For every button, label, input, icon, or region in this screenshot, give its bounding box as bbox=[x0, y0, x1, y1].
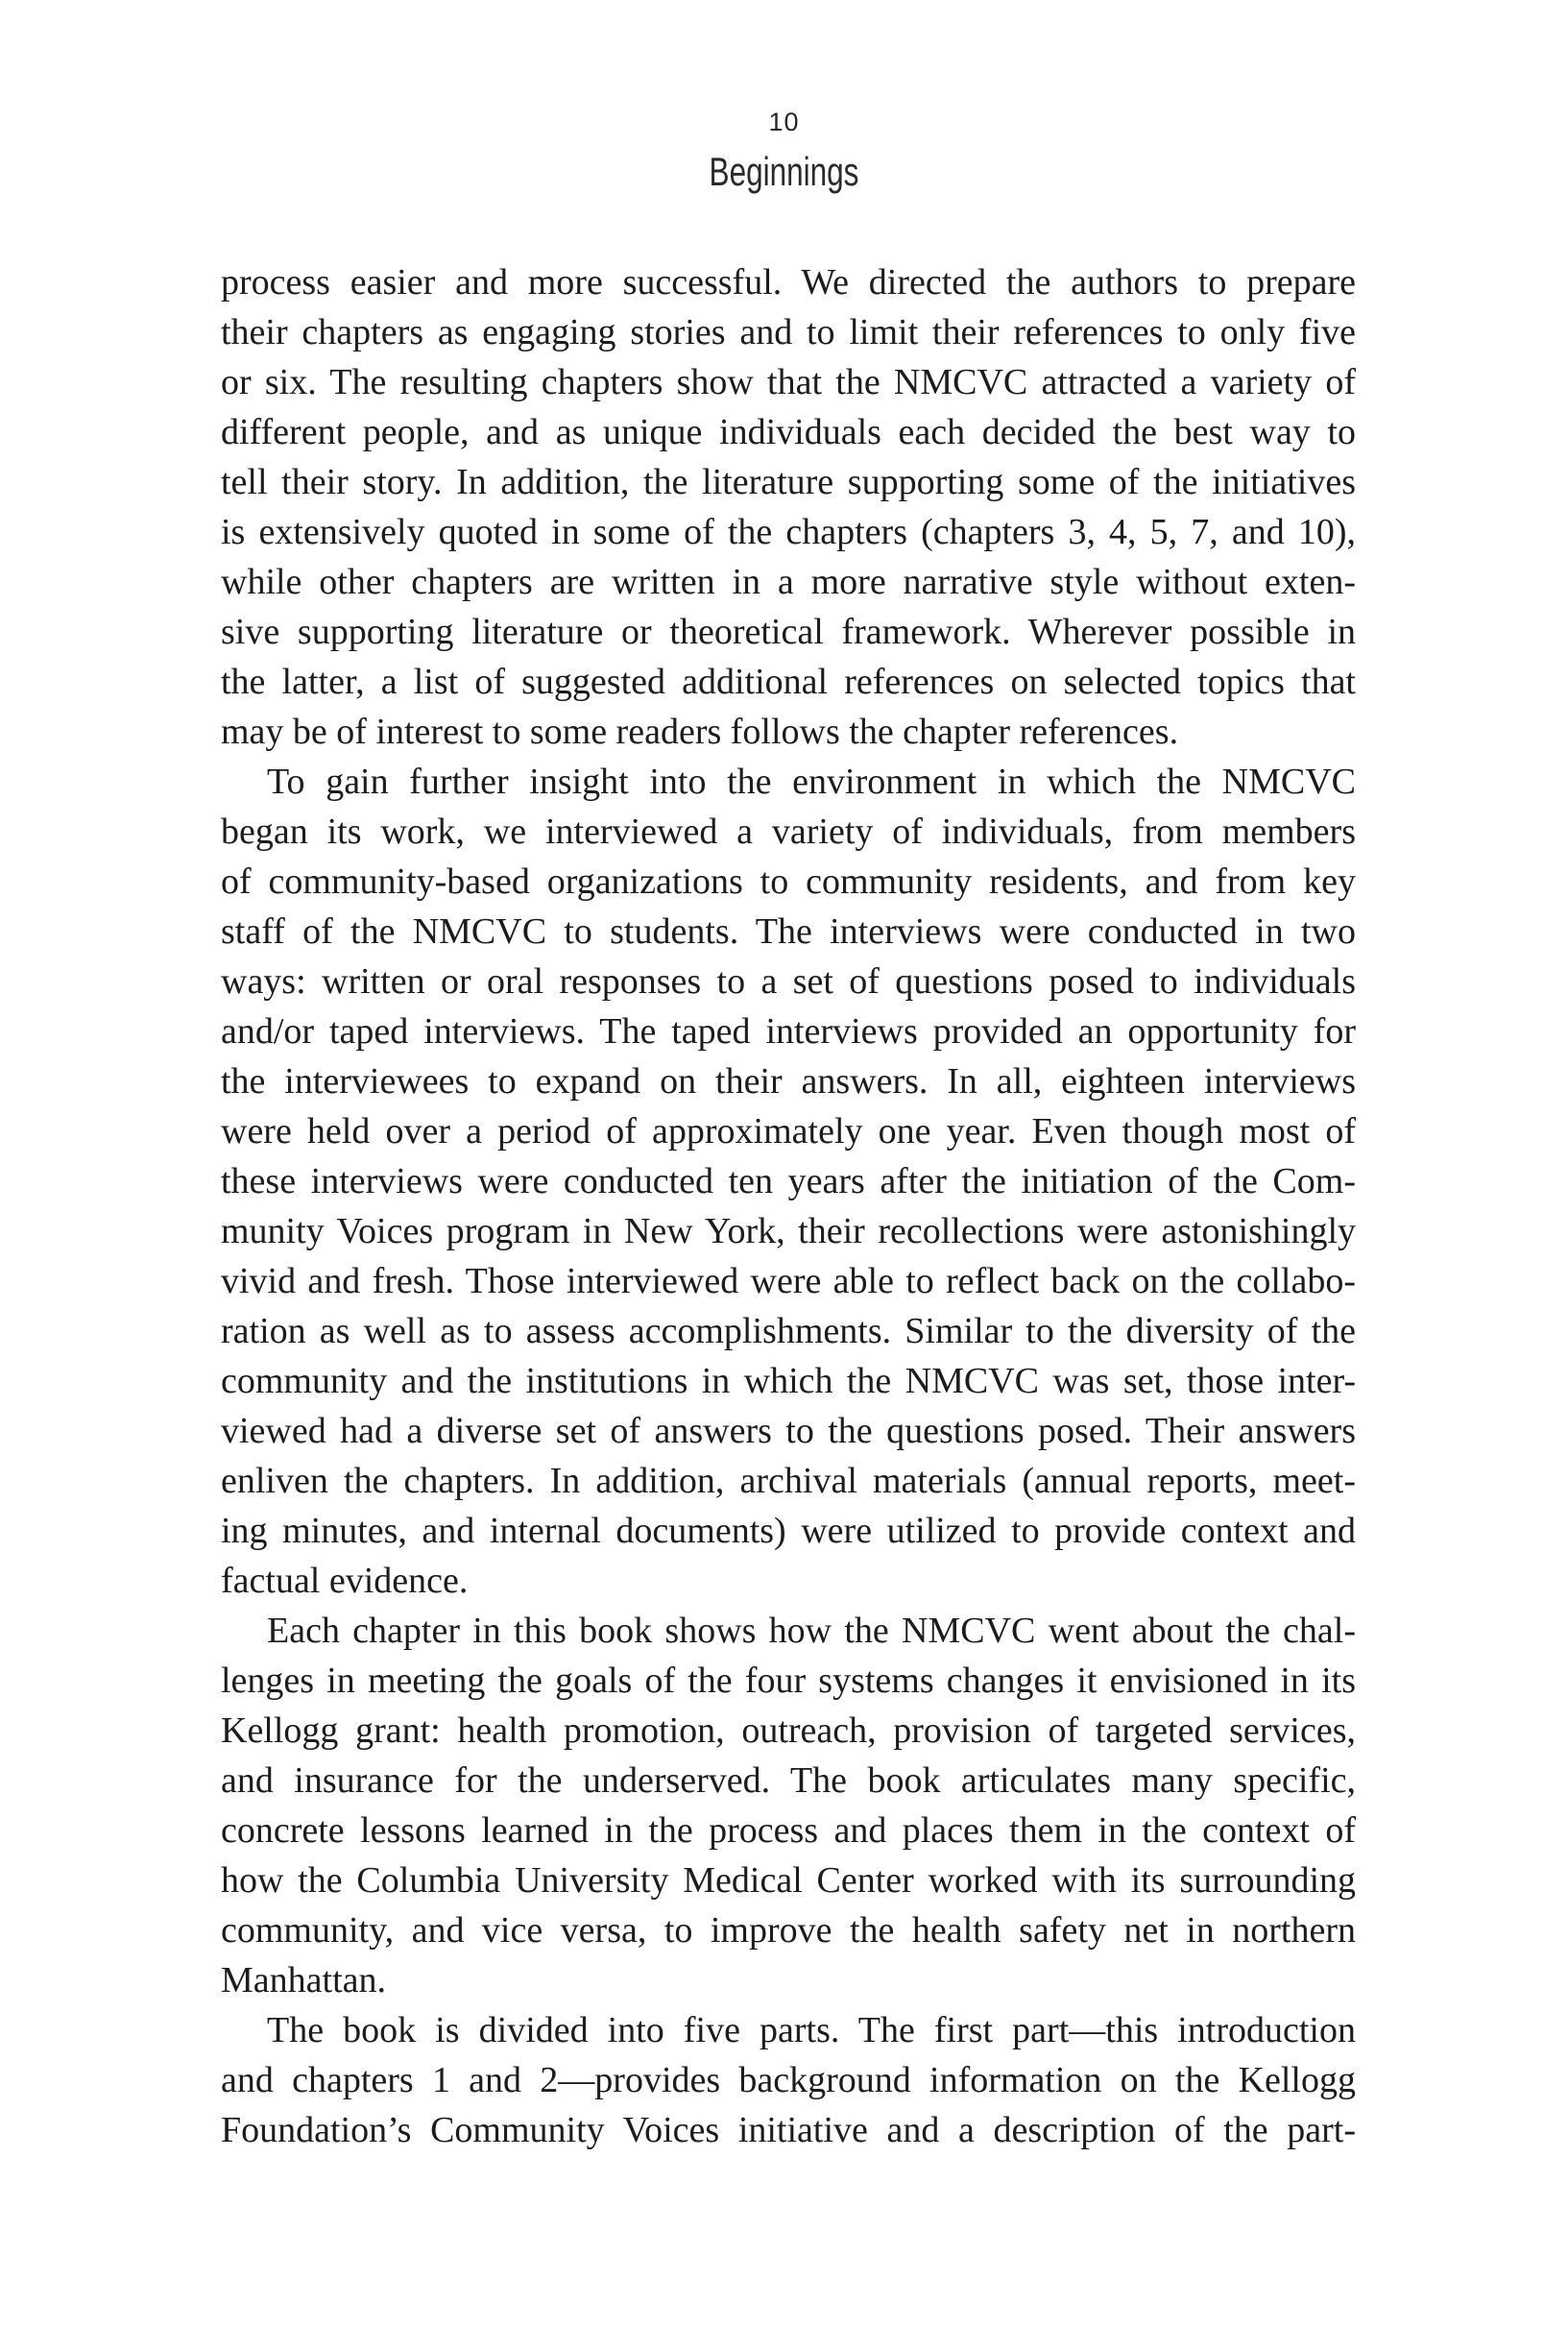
text-block bbox=[221, 257, 1356, 2155]
text-line: munity Voices program in New York, their recollections were astonishingly bbox=[221, 1211, 1356, 1251]
text-line: Each chapter in this book shows how the NMCVC went about the chal- bbox=[267, 1611, 1356, 1651]
text-line: their chapters as engaging stories and to limit their references to only five bbox=[221, 312, 1356, 352]
text-line: the interviewees to expand on their answers. In all, eighteen interviews bbox=[221, 1061, 1356, 1102]
text-line: process easier and more successful. We directed the authors to prepare bbox=[221, 262, 1356, 303]
text-line: may be of interest to some readers follows the chapter references. bbox=[221, 712, 1179, 752]
text-line: concrete lessons learned in the process and places them in the context of bbox=[221, 1810, 1356, 1851]
text-line: enliven the chapters. In addition, archival materials (annual reports, meet- bbox=[221, 1461, 1356, 1501]
text-line: ways: written or oral responses to a set of questions posed to individuals bbox=[221, 961, 1356, 1002]
text-line: how the Columbia University Medical Center worked with its surrounding bbox=[221, 1860, 1356, 1901]
text-line: To gain further insight into the environment in which the NMCVC bbox=[267, 762, 1356, 802]
text-line: Kellogg grant: health promotion, outreach, provision of targeted services, bbox=[221, 1710, 1356, 1751]
paragraph bbox=[221, 1606, 1356, 2005]
page-number: 10 bbox=[768, 108, 800, 136]
text-line: viewed had a diverse set of answers to the questions posed. Their answers bbox=[221, 1411, 1356, 1451]
text-line: ing minutes, and internal documents) were utilized to provide context and bbox=[221, 1511, 1356, 1551]
text-line: vivid and fresh. Those interviewed were able to reflect back on the collabo- bbox=[221, 1261, 1356, 1301]
text-line: or six. The resulting chapters show that the NMCVC attracted a variety of bbox=[221, 362, 1356, 402]
text-line: community and the institutions in which the NMCVC was set, those inter- bbox=[221, 1361, 1356, 1401]
text-line: different people, and as unique individuals each decided the best way to bbox=[221, 412, 1356, 452]
text-line: factual evidence. bbox=[221, 1561, 469, 1601]
text-line: ration as well as to assess accomplishments. Similar to the diversity of the bbox=[221, 1311, 1356, 1351]
paragraph bbox=[221, 757, 1356, 1606]
text-line: and insurance for the underserved. The book articulates many specific, bbox=[221, 1760, 1356, 1801]
text-line: lenges in meeting the goals of the four systems changes it envisioned in its bbox=[221, 1661, 1356, 1701]
text-line: of community-based organizations to community residents, and from key bbox=[221, 861, 1356, 902]
text-line: Foundation’s Community Voices initiative and a description of the part- bbox=[221, 2110, 1356, 2150]
text-line: Manhattan. bbox=[221, 1960, 387, 2000]
text-line: community, and vice versa, to improve the health safety net in northern bbox=[221, 1910, 1356, 1951]
text-line: The book is divided into five parts. The first part—this introduction bbox=[267, 2010, 1356, 2050]
text-line: staff of the NMCVC to students. The interviews were conducted in two bbox=[221, 911, 1356, 952]
text-line: these interviews were conducted ten years after the initiation of the Com- bbox=[221, 1161, 1356, 1201]
running-head: Beginnings bbox=[709, 149, 859, 194]
paragraph bbox=[221, 257, 1356, 757]
text-line: were held over a period of approximately one year. Even though most of bbox=[221, 1111, 1356, 1152]
text-line: while other chapters are written in a more narrative style without exten- bbox=[221, 562, 1356, 602]
text-line: the latter, a list of suggested additional references on selected topics that bbox=[221, 662, 1356, 702]
text-line: is extensively quoted in some of the chapters (chapters 3, 4, 5, 7, and 10), bbox=[221, 512, 1356, 552]
text-line: began its work, we interviewed a variety of individuals, from members bbox=[221, 812, 1356, 852]
text-line: and chapters 1 and 2—provides background information on the Kellogg bbox=[221, 2060, 1356, 2100]
text-line: tell their story. In addition, the literature supporting some of the initiatives bbox=[221, 462, 1356, 502]
text-line: sive supporting literature or theoretical framework. Wherever possible in bbox=[221, 612, 1356, 652]
text-line: and/or taped interviews. The taped interviews provided an opportunity for bbox=[221, 1011, 1356, 1052]
paragraph bbox=[221, 2005, 1356, 2155]
